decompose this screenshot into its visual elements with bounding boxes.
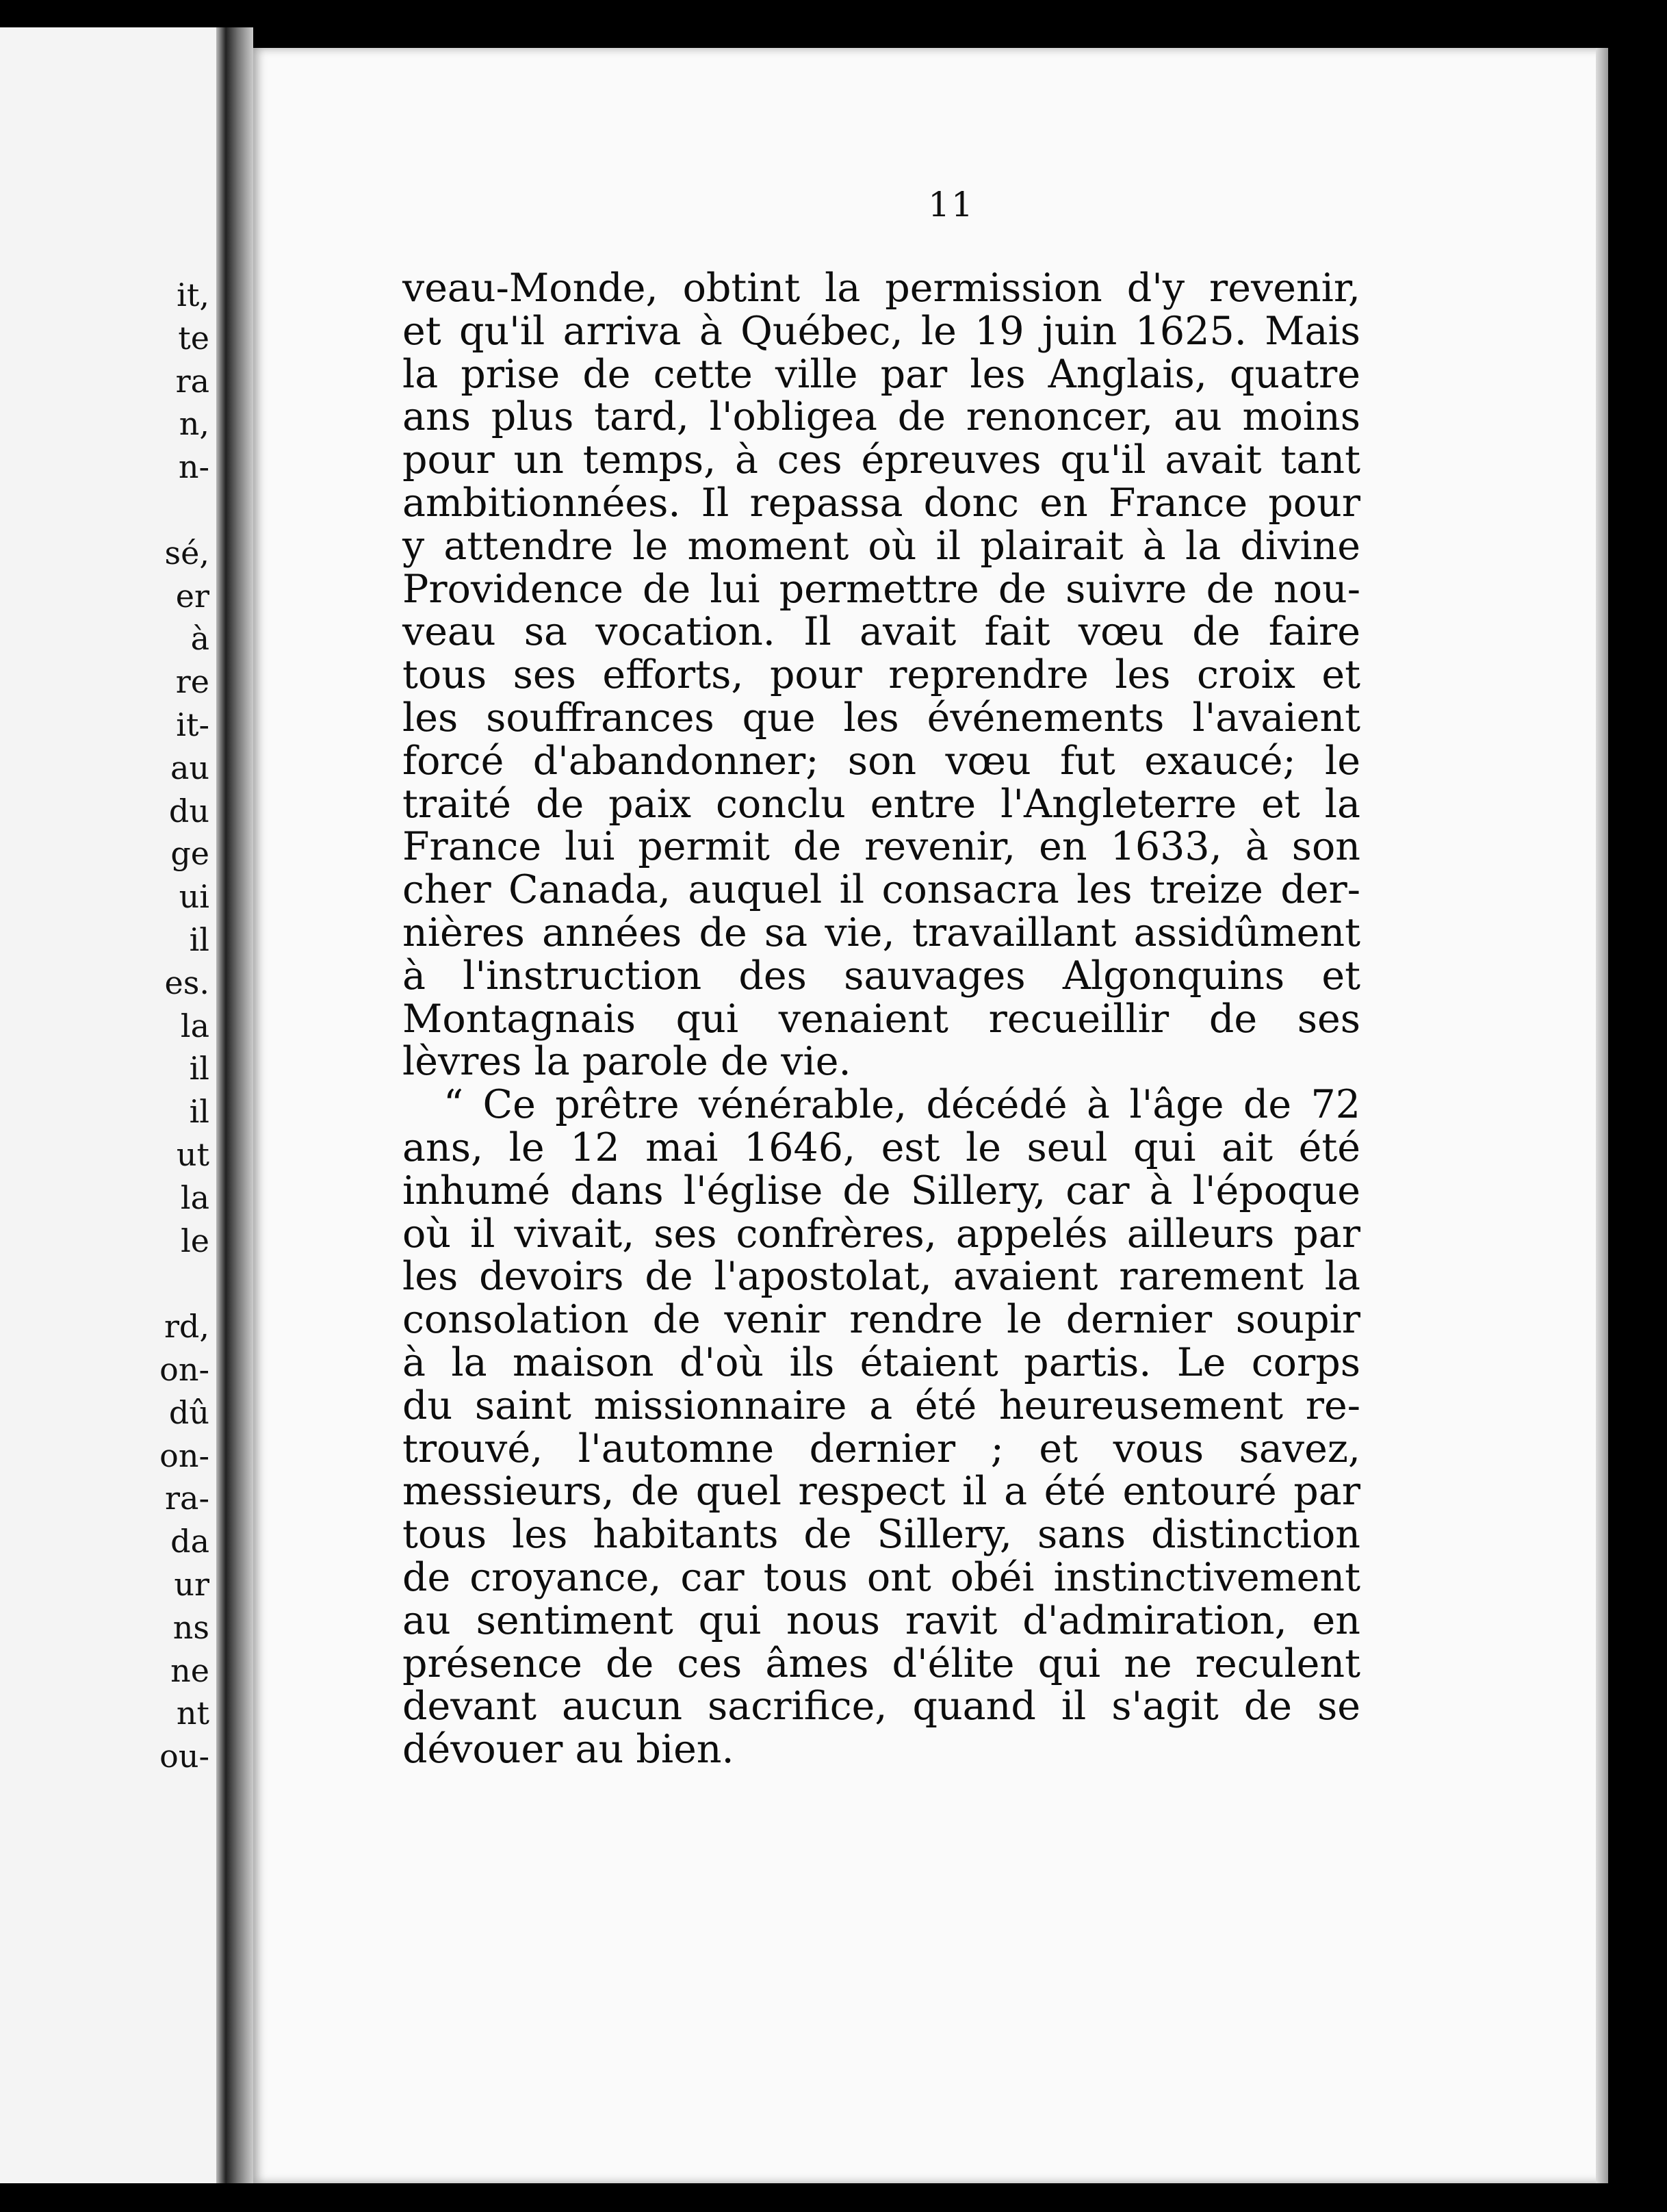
facing-page-fragment: te bbox=[178, 319, 209, 357]
body-text-line: trouvé, l'automne dernier ; et vous savez, bbox=[402, 1426, 1360, 1471]
facing-page-fragment: rd, bbox=[164, 1308, 209, 1346]
body-text-line: où il vivait, ses confrères, appelés ailleurs par bbox=[402, 1211, 1360, 1257]
body-text-line: inhumé dans l'église de Sillery, car à l'époque bbox=[402, 1168, 1360, 1213]
body-text-line: pour un temps, à ces épreuves qu'il avait tant bbox=[402, 437, 1360, 483]
body-text-line: forcé d'abandonner; son vœu fut exaucé; le bbox=[402, 738, 1360, 784]
facing-page-fragment: la bbox=[180, 1007, 209, 1044]
facing-page-fragment: ne bbox=[170, 1651, 209, 1689]
facing-page-fragment: it, bbox=[177, 276, 209, 313]
body-text-line: du saint missionnaire a été heureusement re- bbox=[402, 1382, 1360, 1428]
body-text-line: veau-Monde, obtint la permission d'y revenir, bbox=[402, 266, 1360, 311]
facing-page-fragment: n, bbox=[179, 405, 209, 443]
body-text-line: au sentiment qui nous ravit d'admiration, en bbox=[402, 1597, 1360, 1643]
facing-page-fragment: ui bbox=[179, 878, 209, 916]
body-text-line: ans plus tard, l'obligea de renoncer, au moins bbox=[402, 394, 1360, 440]
facing-page-fragment: re bbox=[175, 663, 209, 701]
facing-page-fragment: da bbox=[170, 1523, 209, 1560]
facing-page-text-fragments bbox=[141, 274, 209, 1778]
facing-page-fragment bbox=[141, 1262, 209, 1305]
facing-page-fragment: sé, bbox=[164, 534, 209, 571]
body-text-line: dévouer au bien. bbox=[402, 1727, 734, 1773]
body-text-line: traité de paix conclu entre l'Angleterre et la bbox=[402, 781, 1360, 827]
binding-gutter bbox=[226, 27, 253, 2183]
facing-page-fragment: le bbox=[181, 1222, 209, 1259]
body-text-line: à l'instruction des sauvages Algonquins et bbox=[402, 953, 1360, 999]
body-text-line: consolation de venir rendre le dernier soupir bbox=[402, 1297, 1360, 1343]
body-text-line: France lui permit de revenir, en 1633, à son bbox=[402, 824, 1360, 870]
facing-page-fragment: on- bbox=[159, 1350, 209, 1388]
facing-page-fragment: on- bbox=[159, 1437, 209, 1474]
page-right bbox=[253, 48, 1608, 2183]
facing-page-fragment: il bbox=[189, 1050, 209, 1088]
facing-page-fragment: es. bbox=[164, 964, 209, 1001]
body-text-line: présence de ces âmes d'élite qui ne reculent bbox=[402, 1641, 1360, 1686]
body-text-line: et qu'il arriva à Québec, le 19 juin 1625. Mais bbox=[402, 308, 1360, 354]
facing-page-fragment: ns bbox=[172, 1608, 209, 1646]
body-text-line: “ Ce prêtre vénérable, décédé à l'âge de 72 bbox=[443, 1082, 1360, 1128]
body-text bbox=[402, 267, 1360, 1771]
body-text-line: veau sa vocation. Il avait fait vœu de faire bbox=[402, 609, 1360, 655]
page-edge bbox=[1596, 48, 1608, 2183]
facing-page-fragment: la bbox=[180, 1179, 209, 1216]
body-text-line: les souffrances que les événements l'avaient bbox=[402, 695, 1360, 741]
body-text-line: messieurs, de quel respect il a été entouré par bbox=[402, 1469, 1360, 1515]
facing-page-fragment: du bbox=[168, 792, 209, 830]
facing-page-fragment: ra bbox=[175, 362, 209, 400]
facing-page-fragment: il bbox=[189, 1093, 209, 1131]
body-text-line: nières années de sa vie, travaillant assidûment bbox=[402, 910, 1360, 955]
facing-page-fragment: ra- bbox=[165, 1480, 209, 1517]
body-text-line: les devoirs de l'apostolat, avaient rarement la bbox=[402, 1254, 1360, 1300]
body-text-line: à la maison d'où ils étaient partis. Le corps bbox=[402, 1339, 1360, 1385]
facing-page-fragment: à bbox=[190, 620, 209, 658]
facing-page-fragment: n- bbox=[178, 448, 209, 486]
body-text-line: de croyance, car tous ont obéi instinctivement bbox=[402, 1554, 1360, 1600]
body-text-line: Providence de lui permettre de suivre de nou- bbox=[402, 566, 1360, 612]
body-text-line: tous ses efforts, pour reprendre les croix et bbox=[402, 652, 1360, 698]
facing-page-edge bbox=[216, 27, 226, 2183]
body-text-line: tous les habitants de Sillery, sans distinction bbox=[402, 1512, 1360, 1558]
facing-page-fragment: er bbox=[175, 577, 209, 615]
page-number: 11 bbox=[928, 185, 974, 224]
facing-page-fragment: ut bbox=[176, 1135, 209, 1173]
facing-page-fragment: ou- bbox=[159, 1738, 209, 1775]
body-text-line: ans, le 12 mai 1646, est le seul qui ait été bbox=[402, 1124, 1360, 1170]
facing-page-fragment: it- bbox=[176, 706, 209, 743]
facing-page-fragment bbox=[141, 489, 209, 532]
facing-page-fragment: il bbox=[189, 921, 209, 958]
body-text-line: Montagnais qui venaient recueillir de ses bbox=[402, 996, 1360, 1042]
body-text-line: devant aucun sacrifice, quand il s'agit de se bbox=[402, 1684, 1360, 1729]
body-text-line: lèvres la parole de vie. bbox=[402, 1039, 851, 1085]
body-text-line: y attendre le moment où il plairait à la divine bbox=[402, 523, 1360, 569]
body-text-line: ambitionnées. Il repassa donc en France pour bbox=[402, 480, 1360, 526]
body-text-line: cher Canada, auquel il consacra les treize der- bbox=[402, 867, 1360, 913]
facing-page-left bbox=[0, 27, 226, 2183]
facing-page-fragment: dû bbox=[168, 1393, 209, 1431]
facing-page-fragment: ge bbox=[170, 835, 209, 873]
facing-page-fragment: ur bbox=[174, 1565, 209, 1603]
body-text-line: la prise de cette ville par les Anglais, quatre bbox=[402, 351, 1360, 397]
facing-page-fragment: nt bbox=[176, 1695, 209, 1732]
facing-page-fragment: au bbox=[170, 749, 209, 786]
